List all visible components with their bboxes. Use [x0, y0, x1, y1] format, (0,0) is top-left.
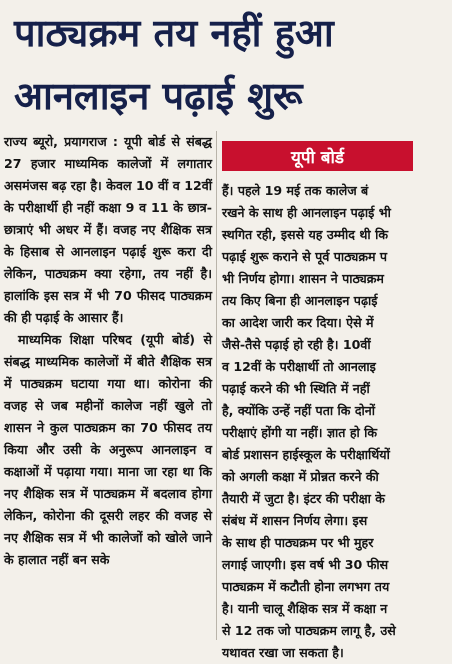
- article-left-column: [4, 131, 212, 640]
- article-right-line: के साथ ही पाठ्यक्रम पर भी मुहर: [222, 535, 374, 550]
- article-right-line: परीक्षाएं होंगी या नहीं। ज्ञात हो कि: [222, 425, 378, 440]
- article-right-line: व 12वीं के परीक्षार्थी तो आनलाइ: [222, 359, 376, 374]
- article-right-line: स्थगित रही, इससे यह उम्मीद थी कि: [222, 227, 389, 242]
- article-right-line: को अगली कक्षा में प्रोन्नत करने की: [222, 469, 379, 484]
- article-right-line: है। यानी चालू शैक्षिक सत्र में कक्षा न: [222, 601, 388, 616]
- article-right-line: संबंध में शासन निर्णय लेगा। इस: [222, 513, 368, 528]
- article-right-line: पढ़ाई शुरू कराने से पूर्व पाठ्यक्रम प: [222, 249, 388, 264]
- article-right-line: यथावत रखा जा सकता है।: [222, 645, 344, 660]
- article-right-column: [222, 180, 413, 660]
- article-right-line: बोर्ड प्रशासन हाईस्कूल के परीक्षार्थियों: [222, 447, 390, 462]
- section-badge: यूपी बोर्ड: [222, 141, 413, 171]
- article-right-line: का आदेश जारी कर दिया। ऐसे में: [222, 315, 374, 330]
- article-right-line: पाठ्यक्रम में कटौती होना लगभग तय: [222, 579, 390, 594]
- article-right-line: जैसे-तैसे पढ़ाई हो रही है। 10वीं: [222, 337, 371, 352]
- article-right-line: पढ़ाई करने की भी स्थिति में नहीं: [222, 381, 370, 396]
- article-right-line: रखने के साथ ही आनलाइन पढ़ाई भी: [222, 205, 391, 220]
- article-right-line: हैं। पहले 19 मई तक कालेज बं: [222, 183, 369, 198]
- article-right-line: भी निर्णय होगा। शासन ने पाठ्यक्रम: [222, 271, 384, 286]
- article-right-line: से 12 तक जो पाठ्यक्रम लागू है, उसे: [222, 623, 396, 638]
- article-paragraph-2: माध्यमिक शिक्षा परिषद (यूपी बोर्ड) से संबद्ध माध्यमिक कालेजों में बीते शैक्षिक सत्र में पाठ्यक्रम घटाया गया था। कोरोना की वजह से जब महीनों कालेज नहीं खुले तो शासन ने कुल पाठ्यक्रम का 70 फीसद तय किया और उसी के अनुरूप आनलाइन व कक्षाओं में पढ़ाया गया। माना जा रहा था कि नए शैक्षिक सत्र में पाठ्यक्रम में बदलाव होगा लेकिन, कोरोना की दूसरी लहर की वजह से नए शैक्षिक सत्र में भी कालेजों को खोले जाने के हालात नहीं बन सके: [4, 332, 212, 567]
- article-right-line: तय किए बिना ही आनलाइन पढ़ाई: [222, 293, 378, 308]
- headline-line-2: आनलाइन पढ़ाई शुरू: [14, 74, 303, 118]
- headline-line-1: पाठ्यक्रम तय नहीं हुआ: [14, 11, 334, 55]
- article-paragraph-1: राज्य ब्यूरो, प्रयागराज : यूपी बोर्ड से संबद्ध 27 हजार माध्यमिक कालेजों में लगातार असमंजस बढ़ रहा है। केवल 10 वीं व 12वीं के परीक्षार्थी ही नहीं कक्षा 9 व 11 के छात्र-छात्राएं भी अधर में हैं। वजह नए शैक्षिक सत्र के हिसाब से आनलाइन पढ़ाई शुरू करा दी लेकिन, पाठ्यक्रम क्या रहेगा, तय नहीं है। हालांकि इस सत्र में भी 70 फीसद पाठ्यक्रम की ही पढ़ाई के आसार हैं।: [4, 134, 212, 325]
- article-right-line: लगाई जाएगी। इस वर्ष भी 30 फीस: [222, 557, 389, 572]
- article-right-line: तैयारी में जुटा है। इंटर की परीक्षा के: [222, 491, 385, 506]
- article-right-line: है, क्योंकि उन्हें नहीं पता कि दोनों: [222, 403, 376, 418]
- column-divider: [216, 131, 217, 640]
